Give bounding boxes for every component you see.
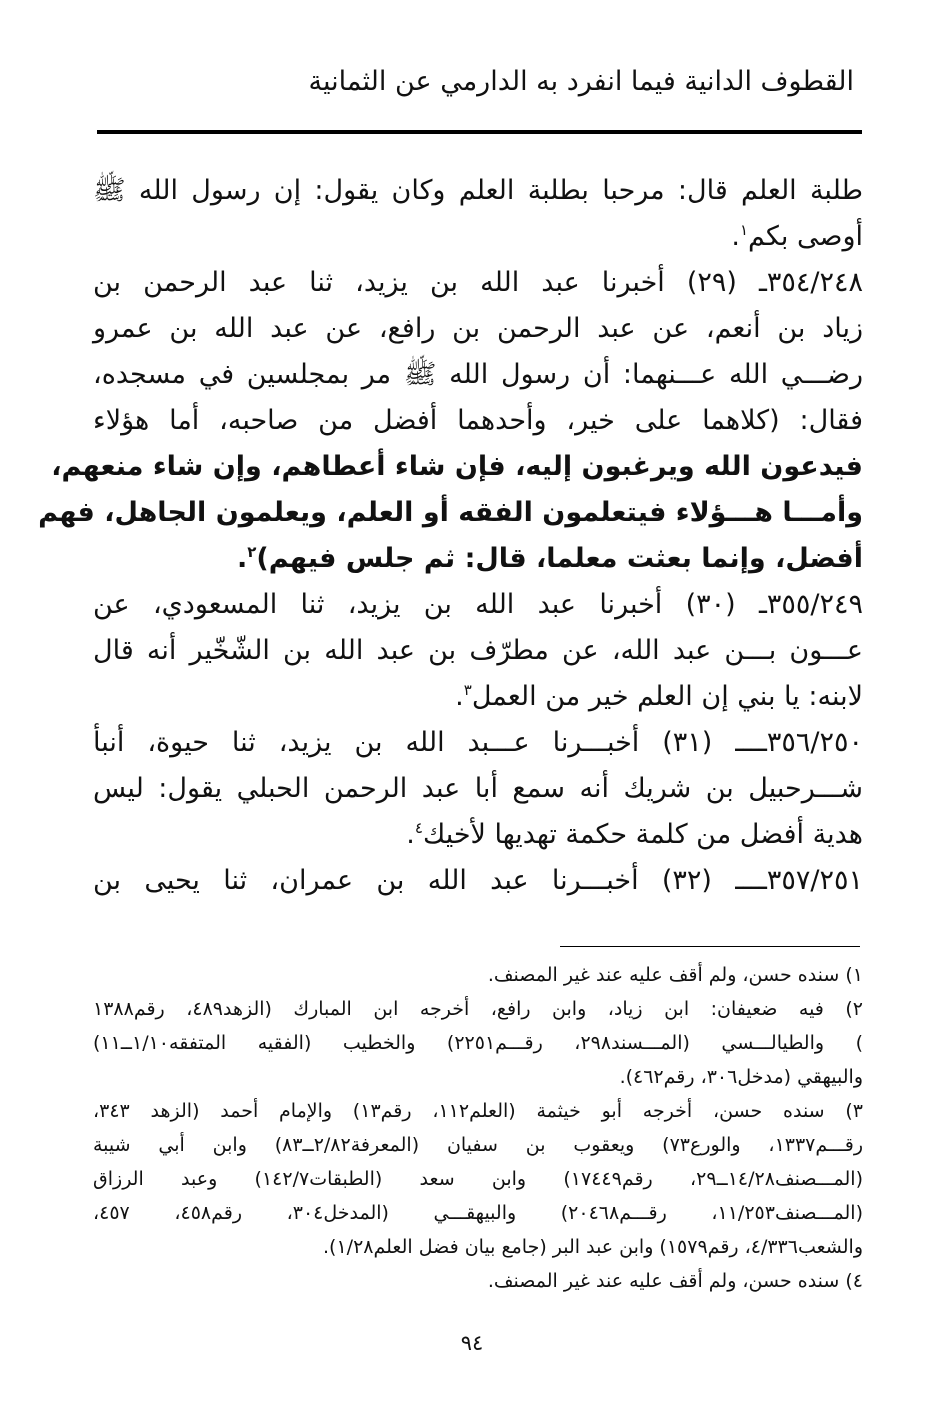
text-line: طلبة العلم قال: مرحبا بطلبة العلم وكان يقول: إن رسول الله ﷺ (93, 175, 863, 206)
text-line (93, 674, 863, 720)
period-mark: . (731, 221, 740, 252)
footnote-line: (المـــصنف١١/٢٥٣، رقـــم٢٠٤٦٨) والبيهقـــي (المدخل٣٠٤، رقم٤٥٨، ٤٥٧، (93, 1202, 863, 1224)
hadith-quote-line: فيدعون الله ويرغبون إليه، فإن شاء أعطاهم، وإن شاء منعهم، (51, 451, 863, 482)
text-line (93, 398, 863, 444)
hadith-251-heading-line: ٣٥٧/٢٥١ــــ (٣٢) أخبـــرنا عبد الله بن عمران، ثنا يحيى بن (93, 865, 863, 896)
footnote-line: ٢) فيه ضعيفان: ابن زياد، وابن رافع، أخرجه ابن المبارك (الزهد٤٨٩، رقم١٣٨٨ (93, 998, 864, 1020)
text-segment: هدية أفضل من كلمة حكمة تهديها لأخيك (422, 819, 863, 850)
period-mark: . (406, 819, 415, 850)
text-line: عـــون بـــن عبد الله، عن مطرّف بن عبد الله بن الشّخّير أنه قال (93, 635, 863, 666)
text-segment: فقال: (كلاهما على خير، وأحدهما أفضل من صاحبه، أما هؤلاء (93, 405, 863, 436)
footnote-ref-1: ١ (739, 221, 749, 239)
main-text (38, 168, 864, 904)
footnote-divider (560, 946, 860, 947)
text-line: زياد بن أنعم، عن عبد الرحمن بن رافع، عن عبد الله بن عمرو (93, 313, 863, 344)
footnote-ref-3: ٣ (463, 681, 472, 699)
footnote-line: ٤) سنده حسن، ولم أقف عليه عند غير المصنف. (487, 1270, 863, 1292)
text-segment: لابنه: يا بني إن العلم خير من العمل (471, 681, 863, 712)
header-divider (97, 130, 862, 134)
period-mark: . (455, 681, 464, 712)
footnote-line: (المـــصنف١٤/٢٨ــ٢٩، رقم١٧٤٤٩) وابن سعد (الطبقات١٤٢/٧) وعبد الرزاق (93, 1168, 863, 1190)
hadith-250-heading-line: ٣٥٦/٢٥٠ــــ (٣١) أخبـــرنا عـــبد الله بن يزيد، ثنا حيوة، أنبأ (93, 727, 863, 758)
period-mark: . (236, 543, 248, 574)
page-number: ٩٤ (460, 1331, 484, 1355)
hadith-249-heading-line: ٣٥٥/٢٤٩ـ (٣٠) أخبرنا عبد الله بن يزيد، ثنا المسعودي، عن (93, 589, 864, 620)
hadith-quote-line (93, 536, 863, 582)
footnote-ref-4: ٤ (414, 819, 423, 837)
footnote-line: والبيهقي (مدخل٣٠٦، رقم٤٦٢). (619, 1066, 863, 1088)
footnote-line: ١) سنده حسن، ولم أقف عليه عند غير المصنف. (487, 964, 863, 986)
footnote-line: والشعب٤/٣٣٦، رقم١٥٧٩) وابن عبد البر (جامع بيان فضل العلم١/٢٨). (323, 1236, 863, 1258)
footnote-line: ٣) سنده حسن، أخرجه أبو خيثمة (العلم١١٢، رقم١٣) والإمام أحمد (الزهد ٣٤٣، (93, 1100, 864, 1122)
text-line: رضـــي الله عـــنهما: أن رسول الله ﷺ مر بمجلسين في مسجده، (93, 359, 863, 390)
text-line (93, 214, 863, 260)
text-segment: أفضل، وإنما بعثت معلما، قال: ثم جلس فيهم) (256, 543, 863, 574)
text-line: شـــرحبيل بن شريك أنه سمع أبا عبد الرحمن الحبلي يقول: ليس (93, 773, 863, 804)
footnotes-section (93, 958, 863, 1298)
footnote-line: ) والطيالـــسي (المـــسند٢٩٨، رقـــم٢٢٥١) والخطيب (الفقيه المتفقه١/١٠ــ١١) (93, 1032, 863, 1054)
text-line (93, 812, 863, 858)
text-segment: أوصى بكم (748, 221, 863, 252)
footnote-ref-2: ٢ (247, 543, 257, 561)
footnote-line: رقـــم١٣٣٧، والورع٧٣) ويعقوب بن سفيان (المعرفة٢/٨٢ــ٨٣) وابن أبي شيبة (93, 1134, 863, 1156)
running-header-title: القطوف الدانية فيما انفرد به الدارمي عن الثمانية (308, 66, 854, 97)
hadith-248-heading-line: ٣٥٤/٢٤٨ـ (٢٩) أخبرنا عبد الله بن يزيد، ثنا عبد الرحمن بن (93, 267, 864, 298)
hadith-quote-line: وأمـــا هـــؤلاء فيتعلمون الفقه أو العلم، ويعلمون الجاهل، فهم (38, 497, 863, 528)
